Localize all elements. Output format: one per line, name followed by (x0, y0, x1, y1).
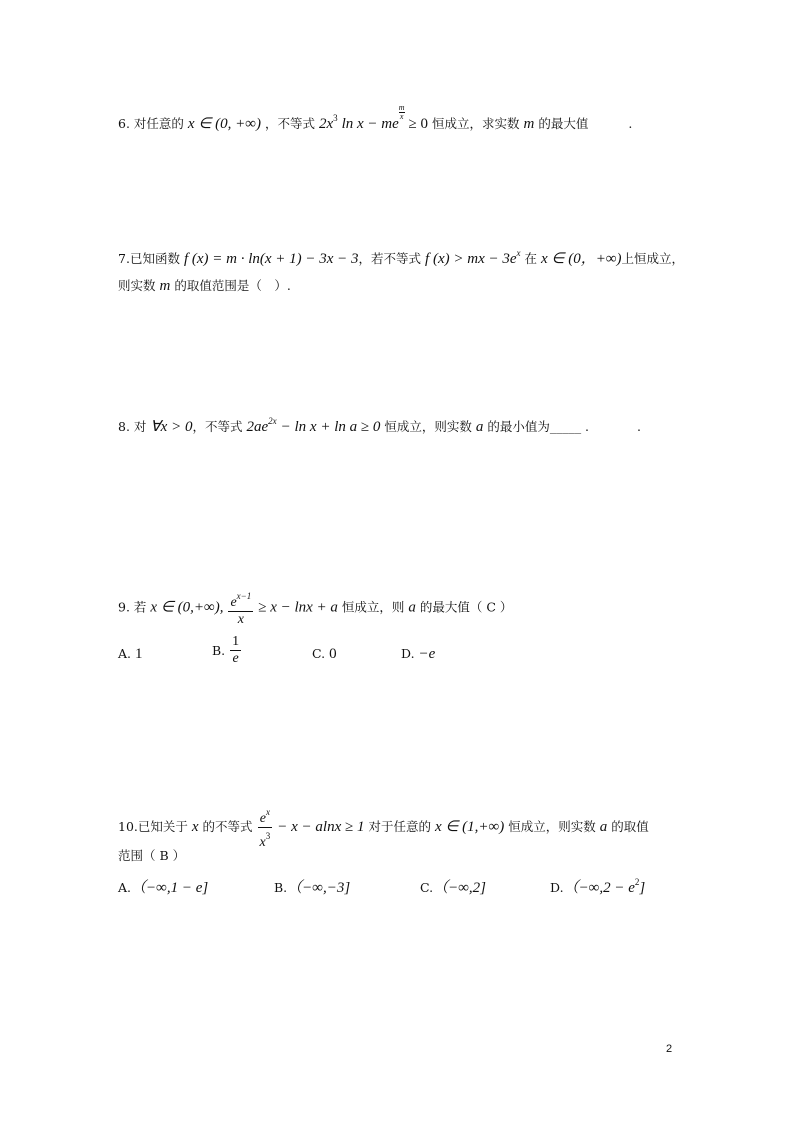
q9-text-3: 的最大值（ C ） (419, 599, 513, 615)
q9-option-b (212, 634, 242, 667)
q9-option-a (118, 646, 143, 663)
q9-frac-den: x (237, 612, 244, 627)
q6-text-2: ，不等式 (264, 116, 315, 131)
q9-frac-num-sup: x−1 (236, 591, 252, 601)
q10-frac-den-x: x (259, 835, 266, 850)
q7-line2-text-2: 的取值范围是（ ）. (174, 278, 291, 293)
q9-option-a-label: A. (118, 646, 132, 661)
q10-line-2-text: 范围（ B ） (118, 848, 186, 863)
page-number: 2 (666, 1043, 673, 1055)
q9-fraction-numerator (228, 588, 253, 612)
q7-line2-text-1: 则实数 (118, 278, 156, 293)
q10-option-c-label: C. (420, 880, 434, 895)
q10-option-a-value: （−∞,1 − e] (131, 880, 209, 896)
q10-option-d-value: （−∞,2 − e (563, 880, 635, 896)
q8-math-var-a: a (475, 419, 484, 435)
q10-frac-den-sup: 3 (265, 831, 271, 841)
q10-math-x: x (191, 819, 199, 835)
q6-text-3: 恒成立，求实数 (432, 116, 520, 131)
q6-end: . (628, 116, 633, 131)
q9-math-ineq: ≥ x − lnx + a (258, 599, 338, 616)
q7-number: 7. (118, 251, 130, 266)
q6-exp-frac-num: m (398, 103, 405, 112)
q9-text-1: 若 (133, 599, 147, 615)
q6-exp-frac-den: x (399, 112, 404, 121)
question-7 (118, 249, 684, 267)
q10-fraction-numerator (258, 804, 273, 828)
q6-text-1: 对任意的 (133, 116, 184, 131)
q7-text-4: 上恒成立， (621, 251, 685, 266)
q10-text-5: 的取值 (611, 819, 649, 834)
q10-option-a-label: A. (118, 880, 132, 895)
q8-exp-2x: 2x (268, 416, 277, 426)
q10-math-domain: x ∈ (1,+∞) (434, 819, 505, 835)
q10-option-d-close: ] (639, 880, 646, 896)
q7-math-domain: x ∈ (0，+∞) (541, 251, 622, 267)
q8-text-3: 恒成立，则实数 (384, 419, 472, 434)
q7-text-2: ，若不等式 (358, 251, 422, 266)
q7-math-inequality: f (x) > mx − 3e (425, 251, 517, 267)
q9-number: 9. (118, 599, 130, 615)
q10-text-2: 的不等式 (202, 819, 253, 834)
q8-math-forall: ∀x > 0 (150, 419, 193, 435)
q9-option-b-fraction (230, 634, 241, 667)
q10-option-b-value: （−∞,−3] (287, 880, 351, 896)
q10-option-a (118, 876, 208, 897)
q9-text-2: 恒成立，则 (341, 599, 405, 615)
q10-option-c (420, 876, 486, 897)
question-9 (118, 588, 512, 628)
q8-number: 8. (118, 419, 130, 434)
q9-option-b-den: e (232, 651, 239, 666)
q10-text-4: 恒成立，则实数 (508, 819, 596, 834)
q10-number: 10. (118, 819, 138, 834)
q9-option-b-label: B. (212, 643, 226, 658)
q6-math-m: m (523, 116, 535, 132)
q7-exp-x: x (516, 248, 521, 258)
q7-text-3: 在 (524, 251, 538, 266)
q6-math-a: 2x (318, 116, 334, 132)
q9-option-d (401, 646, 435, 663)
q6-math-b: ln x − me (341, 116, 399, 132)
q9-math-a: a (408, 599, 416, 616)
q9-option-b-num: 1 (232, 634, 240, 649)
q10-option-c-value: （−∞,2] (433, 880, 486, 896)
q9-fraction (228, 588, 253, 628)
q10-math-a: a (599, 819, 608, 835)
q10-option-d-label: D. (550, 880, 564, 895)
q9-option-c-value: 0 (329, 646, 337, 662)
q9-frac-num-e: e (230, 595, 237, 610)
question-6 (118, 104, 632, 132)
q6-math-c: ≥ 0 (408, 116, 429, 132)
q10-text-3: 对于任意的 (368, 819, 431, 834)
q10-option-d-sup: 2 (634, 877, 640, 887)
question-10 (118, 804, 649, 851)
q9-option-c-label: C. (312, 646, 326, 661)
q10-fraction-denominator (258, 828, 273, 851)
q9-option-d-value: −e (418, 646, 436, 662)
q6-text-4: 的最大值 (538, 116, 589, 131)
question-8 (118, 417, 641, 435)
q10-frac-num-sup: x (266, 807, 271, 817)
q10-fraction (258, 804, 273, 851)
q8-text-1: 对 (133, 419, 147, 434)
q6-exp-frac (399, 104, 405, 121)
question-7-line-2 (118, 279, 291, 294)
q9-math-domain: x ∈ (0,+∞), (150, 599, 224, 616)
q9-option-c (312, 646, 337, 663)
q7-math-function: f (x) = m · ln(x + 1) − 3x − 3 (183, 251, 359, 267)
q8-text-2: ，不等式 (192, 419, 243, 434)
q8-end: . (637, 419, 641, 434)
q10-text-1: 已知关于 (137, 819, 188, 834)
q6-math-domain: x ∈ (0, +∞) (187, 116, 261, 132)
q10-option-b-label: B. (274, 880, 288, 895)
question-10-line-2 (118, 850, 185, 863)
q10-option-d (550, 876, 645, 897)
q7-line2-math-m: m (159, 278, 171, 294)
q8-math-b: − ln x + ln a ≥ 0 (280, 419, 381, 435)
q9-option-a-value: 1 (135, 646, 143, 662)
q9-option-d-label: D. (401, 646, 415, 661)
q7-text-1: 已知函数 (129, 251, 180, 266)
q10-math-ineq: − x − alnx ≥ 1 (277, 819, 365, 835)
q10-frac-num-e: e (259, 811, 267, 826)
q8-text-4: 的最小值为_____ . (487, 419, 590, 434)
q6-number: 6. (118, 116, 130, 131)
q8-math-a: 2ae (246, 419, 269, 435)
q6-exp-3: 3 (333, 113, 338, 123)
q10-option-b (274, 876, 350, 897)
